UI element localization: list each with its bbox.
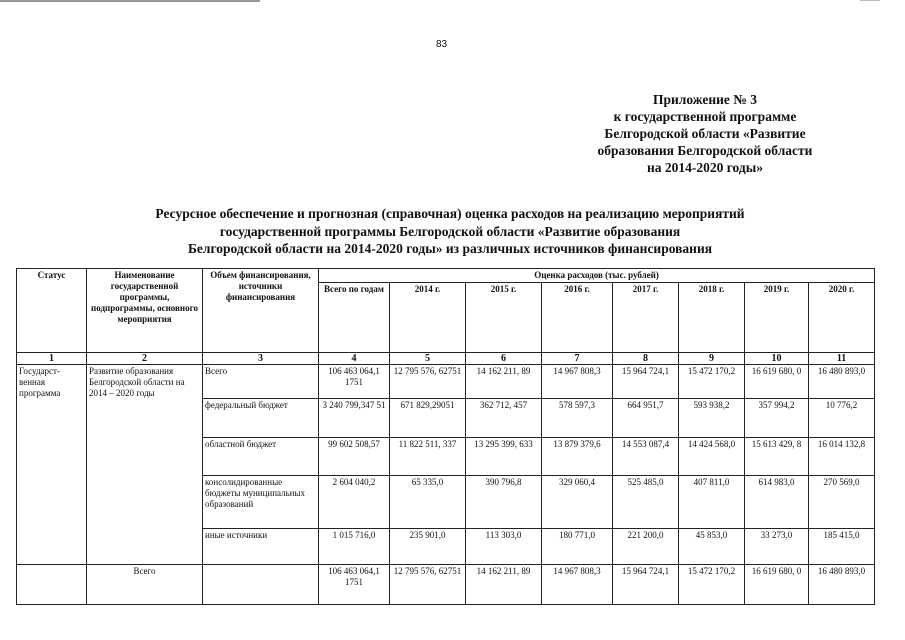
value-cell: 12 795 576, 62751 [390,365,466,399]
title-line: Ресурсное обеспечение и прогнозная (справочная) оценка расходов на реализацию мероприятий [155,206,745,221]
value-cell: 1 015 716,0 [319,529,390,565]
empty-status-cell [17,565,87,605]
value-cell: 270 569,0 [809,476,875,529]
value-cell: 15 964 724,1 [613,565,679,605]
value-cell: 16 014 132,8 [809,438,875,476]
value-cell: 3 240 799,347 51 [319,399,390,438]
header-estimate: Оценка расходов (тыс. рублей) [319,269,875,283]
value-cell: 390 796,8 [466,476,542,529]
column-number: 5 [390,353,466,365]
resource-table [16,268,875,605]
value-cell: 407 811,0 [679,476,745,529]
value-cell: 221 200,0 [613,529,679,565]
column-number: 4 [319,353,390,365]
value-cell: 14 424 568,0 [679,438,745,476]
value-cell: 11 822 511, 337 [390,438,466,476]
column-number: 1 [17,353,87,365]
column-number: 2 [87,353,203,365]
funding-source-cell: иные источники [203,529,319,565]
title-line: государственной программы Белгородской области «Развитие образования [219,223,681,239]
value-cell: 65 335,0 [390,476,466,529]
header-year-2020: 2020 г. [809,283,875,353]
header-year-2019: 2019 г. [745,283,809,353]
program-name-cell: Развитие образования Белгородской области на 2014 – 2020 годы [87,365,203,565]
value-cell: 15 472 170,2 [679,365,745,399]
column-number: 7 [542,353,613,365]
column-number: 9 [679,353,745,365]
header-name: Наименование государственной программы, подпрограммы, основного мероприятия [87,269,203,353]
value-cell: 99 602 508,57 [319,438,390,476]
header-total: Всего по годам [319,283,390,353]
value-cell: 357 994,2 [745,399,809,438]
value-cell: 2 604 040,2 [319,476,390,529]
scan-artifact-line [0,0,260,2]
value-cell: 593 938,2 [679,399,745,438]
value-cell: 14 162 211, 89 [466,565,542,605]
appendix-line: Приложение № 3 [653,92,757,107]
value-cell: 15 964 724,1 [613,365,679,399]
value-cell: 113 303,0 [466,529,542,565]
value-cell: 33 273,0 [745,529,809,565]
value-cell: 180 771,0 [542,529,613,565]
header-status: Статус [17,269,87,353]
value-cell: 614 983,0 [745,476,809,529]
column-number: 6 [466,353,542,365]
column-number: 3 [203,353,319,365]
value-cell: 15 613 429, 8 [745,438,809,476]
appendix-line: на 2014-2020 годы» [646,160,764,175]
value-cell: 12 795 576, 62751 [390,565,466,605]
title-line: Белгородской области на 2014-2020 годы» из различных источников финансирования [187,241,713,256]
value-cell: 13 295 399, 633 [466,438,542,476]
value-cell: 15 472 170,2 [679,565,745,605]
header-year-2016: 2016 г. [542,283,613,353]
value-cell: 106 463 064,1 1751 [319,365,390,399]
appendix-line: образования Белгородской области [597,143,813,158]
value-cell: 13 879 379,6 [542,438,613,476]
header-year-2014: 2014 г. [390,283,466,353]
header-funding: Объем финансирования, источники финансирования [203,269,319,353]
value-cell: 10 776,2 [809,399,875,438]
funding-source-cell: областной бюджет [203,438,319,476]
value-cell: 16 619 680, 0 [745,565,809,605]
total-label-cell: Всего [87,565,203,605]
value-cell: 16 480 893,0 [809,565,875,605]
appendix-line: к государственной программе [613,109,797,124]
funding-source-cell: консолидированные бюджеты муниципальных образований [203,476,319,529]
empty-source-cell [203,565,319,605]
value-cell: 362 712, 457 [466,399,542,438]
column-number: 10 [745,353,809,365]
header-year-2018: 2018 г. [679,283,745,353]
value-cell: 185 415,0 [809,529,875,565]
status-cell: Государст-венная программа [17,365,87,565]
document-title [90,205,810,258]
value-cell: 106 463 064,1 1751 [319,565,390,605]
appendix-heading [560,91,850,176]
scan-artifact-line [860,0,880,1]
value-cell: 329 060,4 [542,476,613,529]
value-cell: 16 619 680, 0 [745,365,809,399]
value-cell: 578 597,3 [542,399,613,438]
page-number: 83 [436,39,448,50]
table-row [17,565,875,605]
header-year-2015: 2015 г. [466,283,542,353]
value-cell: 14 553 087,4 [613,438,679,476]
column-number: 8 [613,353,679,365]
value-cell: 671 829,29051 [390,399,466,438]
value-cell: 14 967 808,3 [542,565,613,605]
table-row [17,365,875,399]
funding-source-cell: федеральный бюджет [203,399,319,438]
funding-source-cell: Всего [203,365,319,399]
value-cell: 664 951,7 [613,399,679,438]
value-cell: 16 480 893,0 [809,365,875,399]
value-cell: 45 853,0 [679,529,745,565]
value-cell: 525 485,0 [613,476,679,529]
appendix-line: Белгородской области «Развитие [604,126,806,141]
value-cell: 14 967 808,3 [542,365,613,399]
header-year-2017: 2017 г. [613,283,679,353]
column-number: 11 [809,353,875,365]
value-cell: 14 162 211, 89 [466,365,542,399]
value-cell: 235 901,0 [390,529,466,565]
